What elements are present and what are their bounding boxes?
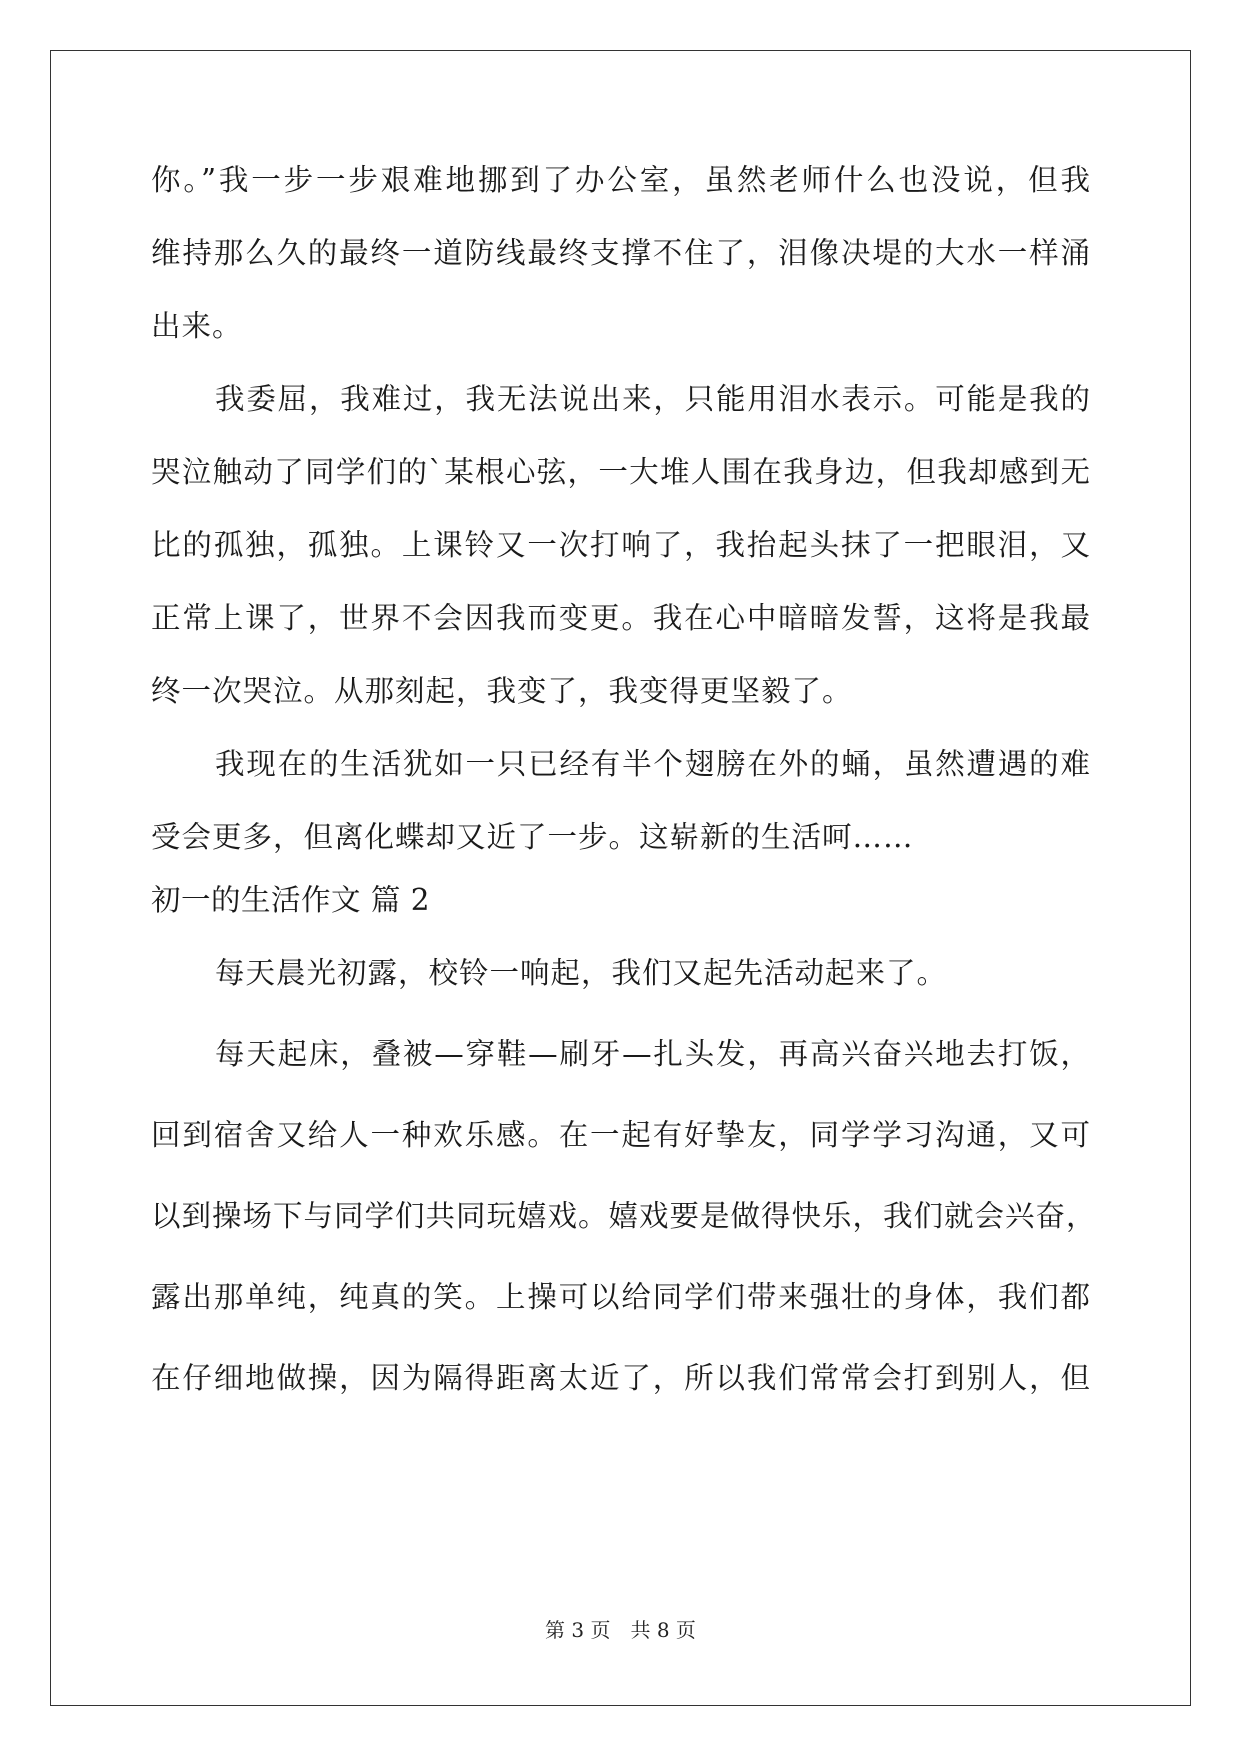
text-line: 在仔细地做操，因为隔得距离太近了，所以我们常常会打到别人，但 [151, 1361, 1091, 1395]
paragraph-first-line: 我委屈，我难过，我无法说出来，只能用泪水表示。可能是我的 [215, 382, 1091, 416]
text-line: 露出那单纯，纯真的笑。上操可以给同学们带来强壮的身体，我们都 [151, 1280, 1091, 1314]
text-line: 回到宿舍又给人一种欢乐感。在一起有好挚友，同学学习沟通，又可 [151, 1118, 1091, 1152]
paragraph-first-line: 每天起床，叠被—穿鞋—刷牙—扎头发，再高兴奋兴地去打饭， [215, 1037, 1091, 1071]
text-line: 哭泣触动了同学们的`某根心弦，一大堆人围在我身边，但我却感到无 [151, 455, 1091, 489]
text-line: 以到操场下与同学们共同玩嬉戏。嬉戏要是做得快乐，我们就会兴奋， [151, 1199, 1097, 1233]
page-border [50, 50, 1191, 1706]
text-line: 受会更多，但离化蝶却又近了一步。这崭新的生活呵…… [151, 820, 914, 854]
text-line: 比的孤独，孤独。上课铃又一次打响了，我抬起头抹了一把眼泪，又 [151, 528, 1091, 562]
paragraph-first-line: 我现在的生活犹如一只已经有半个翅膀在外的蛹，虽然遭遇的难 [215, 747, 1091, 781]
section-heading: 初一的生活作文 篇 2 [151, 883, 431, 917]
text-line: 终一次哭泣。从那刻起，我变了，我变得更坚毅了。 [151, 674, 853, 708]
text-line: 你。”我一步一步艰难地挪到了办公室，虽然老师什么也没说，但我 [151, 163, 1091, 197]
page-number: 第 3 页 共 8 页 [545, 1618, 696, 1642]
text-line: 正常上课了，世界不会因我而变更。我在心中暗暗发誓，这将是我最 [151, 601, 1091, 635]
paragraph-first-line: 每天晨光初露，校铃一响起，我们又起先活动起来了。 [215, 956, 948, 990]
text-line: 出来。 [151, 309, 243, 343]
text-line: 维持那么久的最终一道防线最终支撑不住了，泪像决堤的大水一样涌 [151, 236, 1091, 270]
